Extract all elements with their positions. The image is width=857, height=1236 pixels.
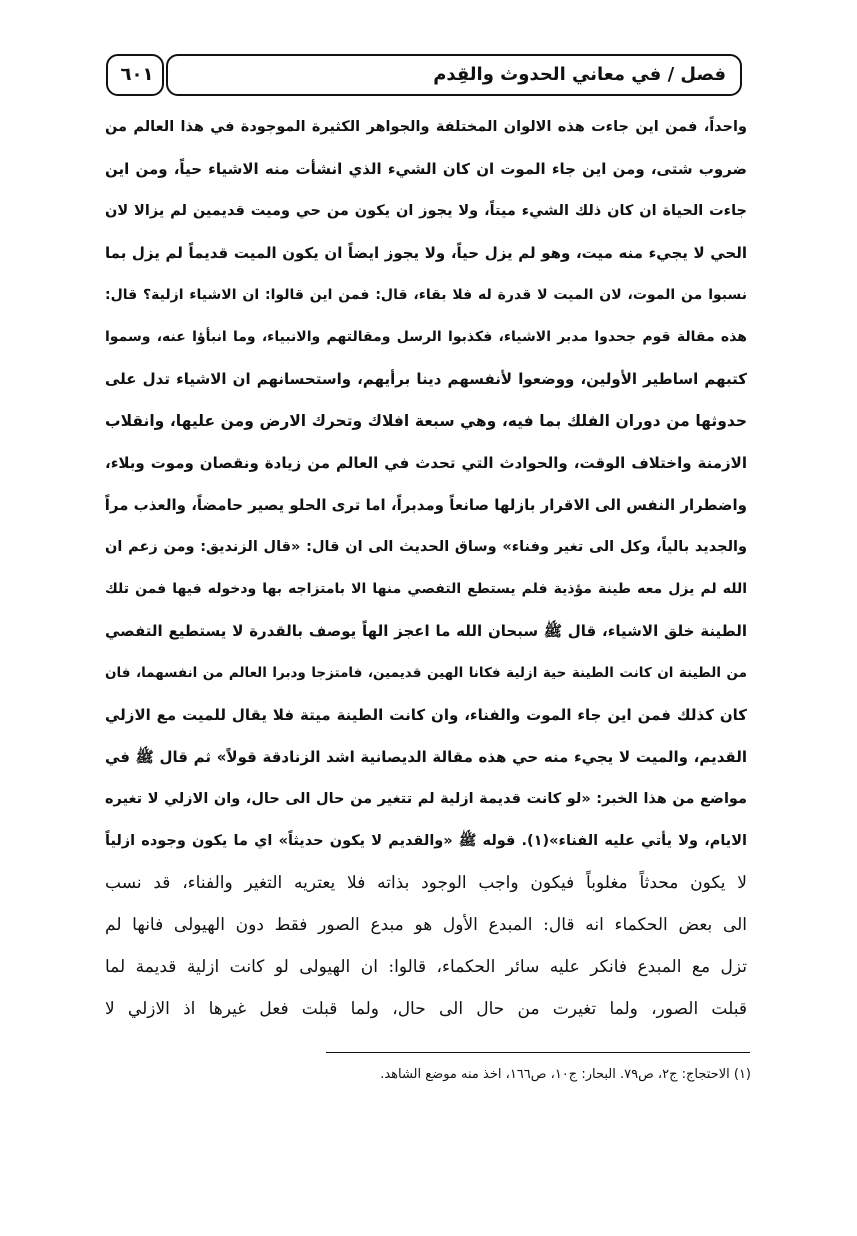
text-line: الطينة خلق الاشياء، قال ﷺ سبحان الله ما اعجز الهاً يوصف بالقدرة لا يستطيع التفصي [105, 622, 747, 640]
text-line: كان كذلك فمن اين جاء الموت والفناء، وان كانت الطينة ميتة فلا يقال للميت مع الازلي [105, 706, 747, 724]
main-text [105, 106, 747, 1030]
text-line: تزل مع المبدع فانكر عليه سائر الحكماء، قالوا: ان الهيولى لو كانت ازلية قديمة لما [105, 957, 747, 977]
running-title: فصل / في معاني الحدوث والقِدم [433, 64, 726, 85]
header-title-frame [166, 54, 742, 96]
text-line: جاءت الحياة ان كان ذلك الشيء ميتاً، ولا يجوز ان يكون من حي وميت قديمين لم يزالا لان [105, 203, 747, 219]
text-line: الحي لا يجيء منه ميت، وهو لم يزل حياً، ولا يجوز ايضاً ان يكون الميت قديماً لم يزل بما [105, 244, 747, 262]
text-line: الى بعض الحكماء انه قال: المبدع الأول هو مبدع الصور فقط دون الهيولى فانها لم [105, 915, 747, 935]
page-number-frame [106, 54, 164, 96]
text-line: مواضع من هذا الخبر: «لو كانت قديمة ازلية لم تتغير من حال الى حال، وان الازلي لا تغيره [105, 791, 747, 807]
footnote: (١) الاحتجاج: ج٢، ص٧٩. البحار: ج١٠، ص١٦٦، اخذ منه موضع الشاهد. [380, 1067, 751, 1082]
text-line: والجديد بالياً، وكل الى تغير وفناء» وساق الحديث الى ان قال: «قال الزنديق: ومن زعم ان [105, 539, 747, 555]
footnote-divider [326, 1052, 750, 1053]
text-line: ضروب شتى، ومن اين جاء الموت ان كان الشيء الذي انشأت منه الاشياء حياً، ومن اين [105, 160, 747, 178]
text-line: قبلت الصور، ولما تغيرت من حال الى حال، ولما قبلت فعل غيرها اذ الازلي لا [105, 999, 747, 1019]
text-line: لا يكون محدثاً مغلوباً فيكون واجب الوجود بذاته فلا يعتريه التغير والفناء، قد نسب [105, 873, 747, 893]
text-line: واضطرار النفس الى الاقرار بازلها صانعاً ومدبراً، اما ترى الحلو يصير حامضاً، والعذب مراً [105, 496, 747, 514]
text-line: نسبوا من الموت، لان الميت لا قدرة له فلا بقاء، قال: فمن اين قالوا: ان الاشياء ازلية؟ قال: [105, 287, 747, 303]
text-line: هذه مقالة قوم جحدوا مدبر الاشياء، فكذبوا الرسل ومقالتهم والانبياء، وما انبأؤا عنه، وسموا [105, 329, 747, 345]
page-number: ٦٠١ [120, 64, 154, 85]
text-line: الله لم يزل معه طينة مؤذية فلم يستطع التفصي منها الا بامتزاجه بها ودخوله فيها فمن تلك [105, 581, 747, 597]
text-line: القديم، والميت لا يجيء منه حي هذه مقالة الديصانية اشد الزنادقة قولاً» ثم قال ﷺ في [105, 748, 747, 766]
text-line: من الطينة ان كانت الطينة حية ازلية فكانا الهين قديمين، فامتزجا ودبرا العالم من انفسهما، فان [105, 665, 747, 681]
text-line: الازمنة واختلاف الوقت، والحوادث التي تحدث في العالم من زيادة ونقصان وموت وبلاء، [105, 454, 747, 472]
text-line: كتبهم اساطير الأولين، ووضعوا لأنفسهم دينا برأيهم، واستحسانهم ان الاشياء تدل على [105, 370, 747, 388]
text-line: واحداً، فمن اين جاءت هذه الالوان المختلفة والجواهر الكثيرة الموجودة في هذا العالم من [105, 119, 747, 135]
running-header [106, 54, 742, 100]
text-line: الايام، ولا يأتي عليه الفناء»(١). قوله ﷺ «والقديم لا يكون حديثاً» اي ما يكون وجوده ازلياً [105, 833, 747, 849]
text-line: حدوثها من دوران الفلك بما فيه، وهي سبعة افلاك وتحرك الارض ومن عليها، وانقلاب [105, 412, 747, 430]
